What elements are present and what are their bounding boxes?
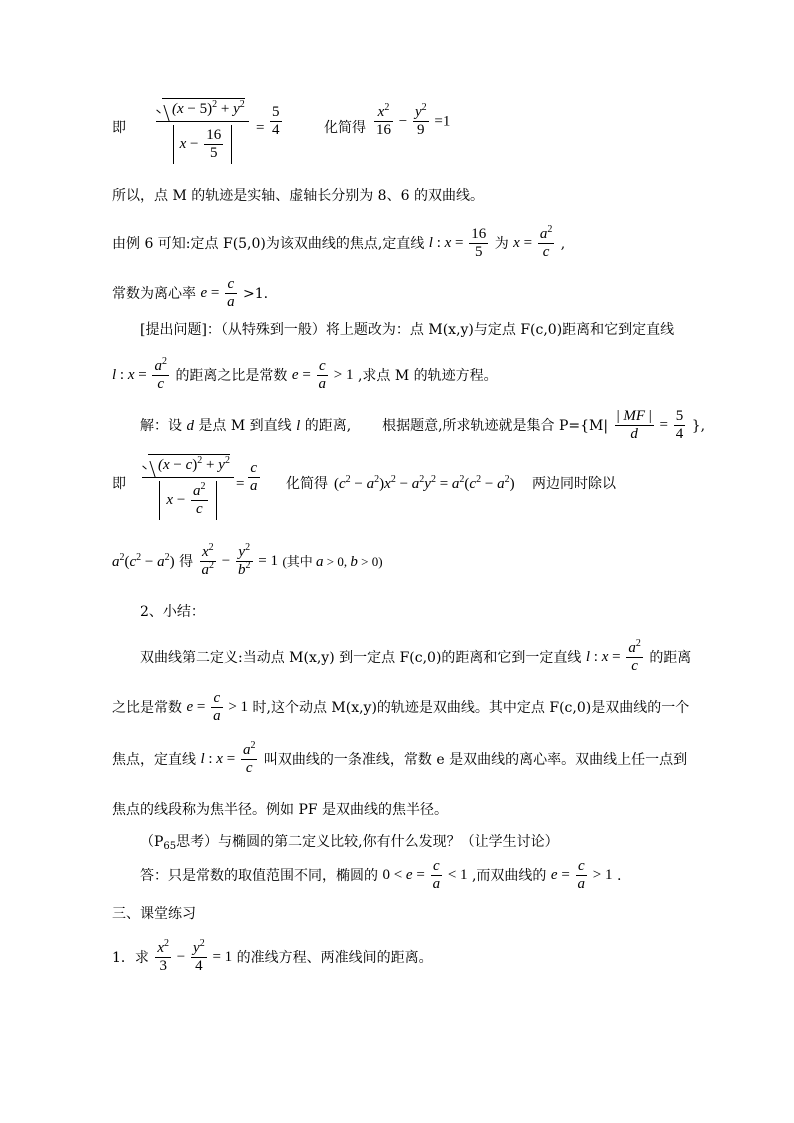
ratio-5-4: $\frac{5}{4}$	[272, 104, 280, 138]
directrix-16-5: l : x = $\frac{16}{5}$	[428, 226, 487, 260]
line-11: 双曲线第二定义:当动点 M(x,y) 到一定点 F(c,0)的距离和它到一定直线 l : x = $\frac{a^2}{c}$ 的距离	[140, 638, 692, 674]
line-6: l : x = $\frac{a^2}{c}$ 的距离之比是常数 e = $\frac{c}{a}$ > 1 ,求点 M 的轨迹方程。	[112, 356, 498, 392]
line-2: 所以，点 M 的轨迹是实轴、虚轴长分别为 8、6 的双曲线。	[112, 188, 484, 204]
exercise-equation: $\frac{x^2}{3}$ − $\frac{y^2}{4}$ = 1	[157, 938, 233, 974]
line-4: 常数为离心率 e = $\frac{c}{a}$ >1.	[112, 276, 269, 310]
line-3: 由例 6 可知:定点 F(5,0)为该双曲线的焦点,定直线 l : x = $\frac{16}{5}$ 为 x = $\frac{a^2}{c}$ ,	[112, 224, 566, 260]
hyperbola-range: e = $\frac{c}{a}$ > 1	[550, 858, 613, 892]
directrix-def: l : x = $\frac{a^2}{c}$	[585, 638, 641, 674]
eccentricity-formula: e = $\frac{c}{a}$	[200, 276, 235, 310]
distance-ratio-formula: $(x - 5)^2 + y^2$ x − $\frac{16}{5}$	[156, 98, 249, 164]
line-12: 之比是常数 e = $\frac{c}{a}$ > 1 时,这个动点 M(x,y)的轨迹是双曲线。其中定点 F(c,0)是双曲线的一个	[112, 690, 690, 724]
line-15: （$P_{65}$思考）与椭圆的第二定义比较,你有什么发现？（让学生讨论）	[140, 834, 559, 852]
ji-label: 即	[112, 120, 126, 136]
simplified-equation: $\frac{x^2}{16}$ − $\frac{y^2}{9}$ =1	[376, 102, 451, 138]
equals-sign: =	[256, 120, 265, 136]
simplify-label: 化简得	[324, 120, 366, 136]
directrix-general: l : x = $\frac{a^2}{c}$	[112, 356, 167, 392]
mf-over-d-formula: $\frac{| MF |}{d}$ = $\frac{5}{4}$	[616, 408, 684, 442]
line-14: 焦点的线段称为焦半径。例如 PF 是双曲线的焦半径。	[112, 802, 449, 818]
line-10: 2、小结：	[140, 604, 205, 620]
line-7: 解：设 d 是点 M 到直线 l 的距离, 根据题意,所求轨迹就是集合 P={M| $\frac{| MF |}{d}$ = $\frac{5}{4}$ },	[140, 408, 706, 442]
general-distance-ratio: $(x - c)^2 + y^2$ x − $\frac{a^2}{c}$	[142, 454, 234, 520]
section-heading-exercises: 三、课堂练习	[112, 906, 196, 922]
standard-hyperbola-equation: $\frac{x^2}{a^2}$ − $\frac{y^2}{b^2}$ = 1	[201, 542, 278, 578]
eccentricity-def: e = $\frac{c}{a}$ > 1	[186, 690, 249, 724]
line-5: [提出问题]：（从特殊到一般）将上题改为：点 M(x,y)与定点 F(c,0)距离和它到定直线	[140, 322, 675, 338]
line-18: 1．求 $\frac{x^2}{3}$ − $\frac{y^2}{4}$ = 1 的准线方程、两准线间的距离。	[112, 938, 433, 974]
line-16: 答：只是常数的取值范围不同，椭圆的 0 < e = $\frac{c}{a}$ < 1 ,而双曲线的 e = $\frac{c}{a}$ > 1 .	[140, 858, 622, 892]
line-13: 焦点，定直线 l : x = $\frac{a^2}{c}$ 叫双曲线的一条准线，常数 e 是双曲线的离心率。双曲线上任一点到	[112, 740, 688, 776]
line-9: $a^2(c^2 - a^2)$ 得 $\frac{x^2}{a^2}$ − $\frac{y^2}{b^2}$ = 1 (其中 a > 0, b > 0)	[112, 542, 383, 578]
ellipse-range: 0 < e = $\frac{c}{a}$ < 1	[382, 858, 468, 892]
expanded-equation: $(c^2 - a^2)x^2 - a^2y^2 = a^2(c^2 - a^2)$	[334, 474, 515, 492]
eccentricity-gt-1: e = $\frac{c}{a}$ > 1	[291, 358, 354, 392]
directrix-a2-c: x = $\frac{a^2}{c}$	[513, 224, 553, 260]
directrix-def-2: l : x = $\frac{a^2}{c}$	[200, 740, 256, 776]
